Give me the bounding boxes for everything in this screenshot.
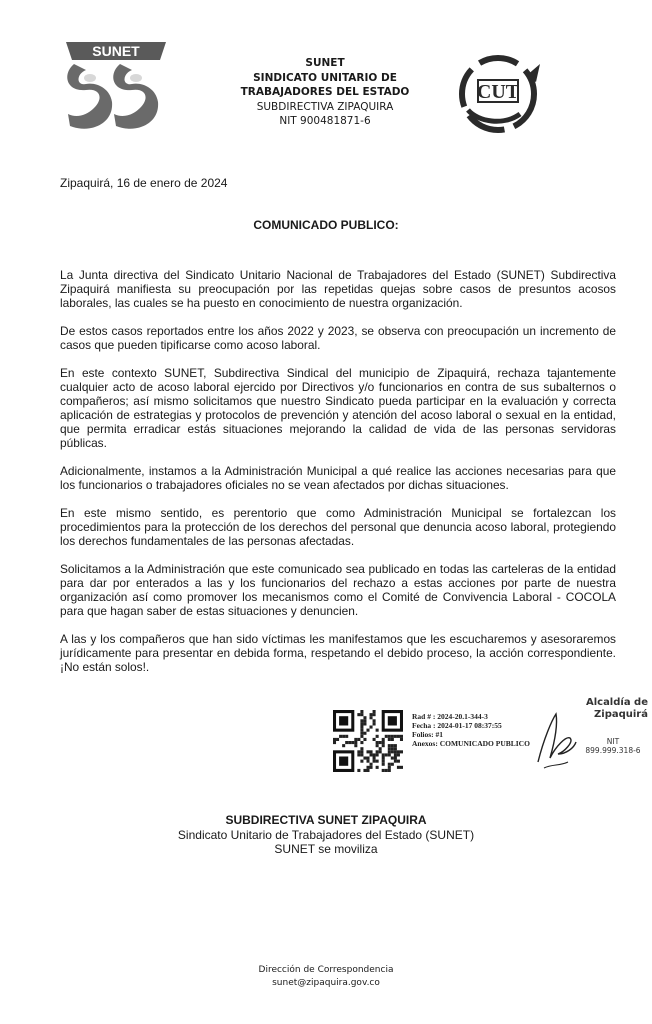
contact-block [0, 964, 652, 990]
body-paragraph: En este contexto SUNET, Subdirectiva Sindical del municipio de Zipaquirá, rechaza tajantemente cualquier acto de acoso laboral ejercido por Directivos y/o funcionarios en contra de sus subalternos o compañeros; así mismo solicitamos que nuestro Sindicato pueda participar en la evaluación y correcta aplicación de estrategias y protocolos de prevención y atención del acoso laboral o sexual en la entidad, que permita erradicar estás situaciones mejorando la calidad de vida de las personas servidoras públicas. [60, 366, 616, 450]
body-paragraph: Solicitamos a la Administración que este comunicado sea publicado en todas las carteleras de la entidad para dar por enterados a las y los funcionarios del rechazo a estas acciones por parte de nuestra organización así como promover los mecanismos como el Comité de Convivencia Laboral - COCOLA para que hagan saber de estas situaciones y denuncien. [60, 562, 616, 618]
org-name-line2: TRABAJADORES DEL ESTADO [240, 86, 410, 98]
letterhead [200, 56, 450, 129]
signature-block [0, 813, 652, 857]
stamp-rad: Rad # : 2024-20.1-344-3 [412, 712, 488, 721]
body-paragraph: A las y los compañeros que han sido víctimas les manifestamos que les escucharemos y asesoraremos jurídicamente para presentar en debida forma, respetando el debido proceso, la acción correspondiente. ¡No están solos!. [60, 632, 616, 674]
document-title: COMUNICADO PUBLICO: [253, 218, 399, 232]
qr-code [333, 710, 403, 772]
stamp-fecha: Fecha : 2024-01-17 08:37:55 [412, 721, 502, 730]
letter-date: Zipaquirá, 16 de enero de 2024 [60, 176, 228, 190]
body-paragraph: La Junta directiva del Sindicato Unitario Nacional de Trabajadores del Estado (SUNET) Subdirectiva Zipaquirá manifiesta su preocupación por las repetidas quejas sobre casos de presuntos acosos laborales, las cuales se ha puesto en conocimiento de nuestra organización. [60, 268, 616, 310]
stamp-folios: Folios: #1 [412, 730, 444, 739]
org-nit: NIT 900481871-6 [279, 115, 371, 127]
letter-body [60, 268, 616, 688]
stamp-entity [578, 697, 648, 755]
reception-stamp [412, 712, 530, 748]
footer-line3: SUNET se moviliza [274, 842, 378, 856]
stamp-nit-value: 899.999.318-6 [585, 746, 641, 755]
contact-email: sunet@zipaquira.gov.co [272, 978, 380, 988]
body-paragraph: De estos casos reportados entre los años 2022 y 2023, se observa con preocupación un incremento de casos que pueden tipificarse como acoso laboral. [60, 324, 616, 352]
stamp-nit-label: NIT [606, 737, 620, 746]
svg-text:CUT: CUT [476, 81, 520, 103]
subdirective-name: SUBDIRECTIVA ZIPAQUIRA [256, 100, 394, 113]
svg-text:SUNET: SUNET [92, 43, 140, 59]
body-paragraph: En este mismo sentido, es perentorio que como Administración Municipal se fortalezcan los procedimientos para la protección de los derechos del personal que denuncia acoso laboral, protegiendo los derechos fundamentales de las personas afectadas. [60, 506, 616, 548]
org-short-name: SUNET [305, 57, 345, 69]
cut-logo [448, 50, 548, 138]
stamp-entity-line2: Zipaquirá [594, 709, 648, 720]
handwritten-signature [530, 708, 580, 770]
footer-line1: SUBDIRECTIVA SUNET ZIPAQUIRA [225, 813, 427, 827]
stamp-anexos: Anexos: COMUNICADO PUBLICO [412, 739, 530, 748]
footer-line2: Sindicato Unitario de Trabajadores del Estado (SUNET) [177, 827, 475, 842]
stamp-entity-line1: Alcaldía de [585, 697, 648, 708]
body-paragraph: Adicionalmente, instamos a la Administración Municipal a qué realice las acciones necesarias para que los funcionarios o trabajadores oficiales no se vean afectados por dichas situaciones. [60, 464, 616, 492]
contact-dept: Dirección de Correspondencia [258, 965, 394, 975]
org-name-line1: SINDICATO UNITARIO DE [253, 71, 397, 84]
sunet-logo [60, 38, 172, 134]
